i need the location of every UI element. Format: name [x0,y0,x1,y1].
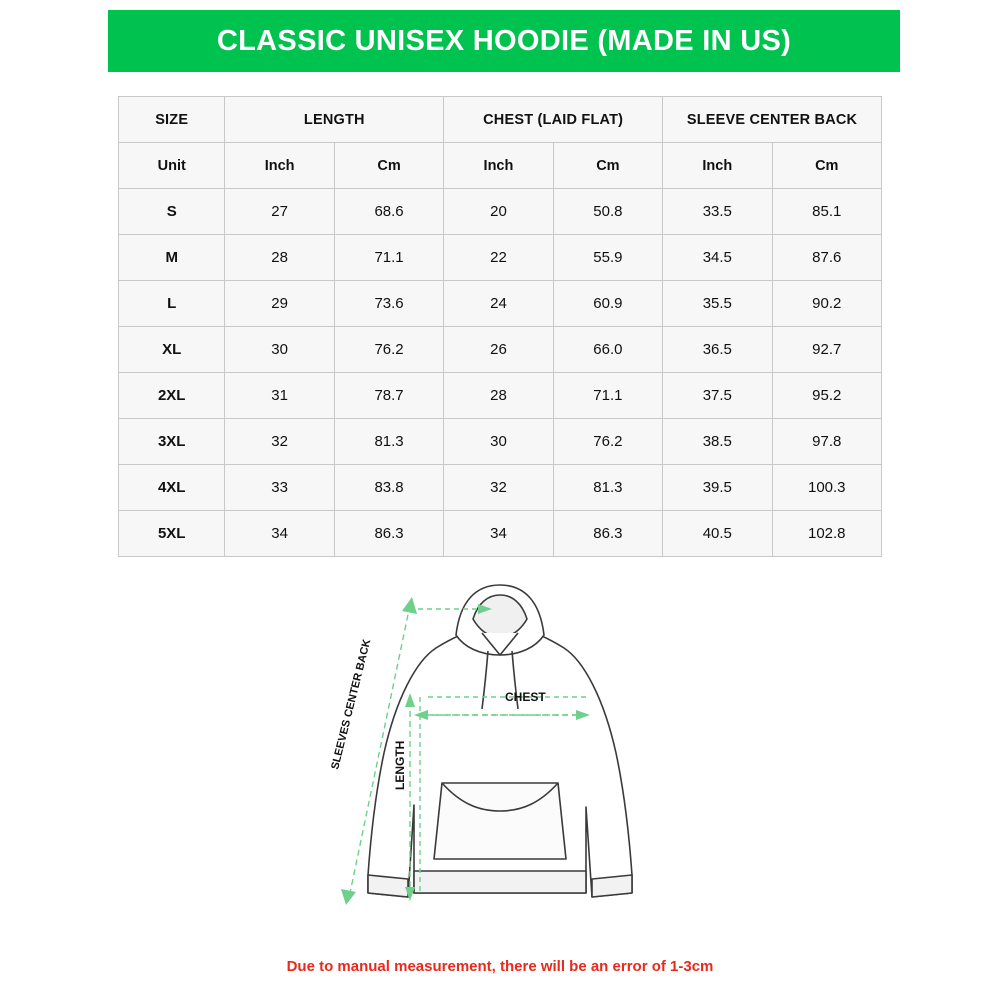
cell-length-inch: 27 [225,189,334,235]
cell-chest-inch: 32 [444,465,553,511]
cell-length-inch: 31 [225,373,334,419]
sleeve-label: SLEEVES CENTER BACK [329,637,374,771]
table-row [119,235,882,281]
cell-sleeve-inch: 35.5 [663,281,772,327]
cell-chest-inch: 24 [444,281,553,327]
cell-chest-cm: 76.2 [553,419,662,465]
cell-chest-cm: 66.0 [553,327,662,373]
cell-sleeve-inch: 39.5 [663,465,772,511]
cell-length-inch: 34 [225,511,334,557]
unit-chest-cm: Cm [553,143,662,189]
cell-size: 2XL [119,373,225,419]
table-row [119,465,882,511]
table-group-header-row [119,97,882,143]
unit-sleeve-cm: Cm [772,143,881,189]
unit-sleeve-inch: Inch [663,143,772,189]
hoodie-garment-icon [368,585,632,897]
cell-length-cm: 86.3 [334,511,443,557]
cell-length-cm: 81.3 [334,419,443,465]
unit-label: Unit [119,143,225,189]
table-row [119,373,882,419]
cell-size: M [119,235,225,281]
header-chest: CHEST (LAID FLAT) [444,97,663,143]
cell-sleeve-cm: 85.1 [772,189,881,235]
cell-length-cm: 73.6 [334,281,443,327]
cell-chest-cm: 55.9 [553,235,662,281]
cell-length-cm: 71.1 [334,235,443,281]
measurement-disclaimer: Due to manual measurement, there will be an error of 1-3cm [286,958,714,975]
table-row [119,419,882,465]
cell-sleeve-cm: 90.2 [772,281,881,327]
cell-chest-cm: 60.9 [553,281,662,327]
cell-chest-inch: 22 [444,235,553,281]
table-unit-row [119,143,882,189]
cell-sleeve-cm: 102.8 [772,511,881,557]
chest-label: CHEST [505,690,546,704]
header-sleeve: SLEEVE CENTER BACK [663,97,882,143]
cell-sleeve-cm: 92.7 [772,327,881,373]
cell-size: 3XL [119,419,225,465]
length-label: LENGTH [393,740,407,790]
cell-sleeve-inch: 34.5 [663,235,772,281]
cell-length-cm: 83.8 [334,465,443,511]
cell-sleeve-inch: 33.5 [663,189,772,235]
cell-chest-inch: 30 [444,419,553,465]
cell-length-inch: 29 [225,281,334,327]
cell-chest-inch: 34 [444,511,553,557]
header-banner [108,10,900,72]
cell-length-inch: 30 [225,327,334,373]
cell-sleeve-inch: 36.5 [663,327,772,373]
cell-length-inch: 32 [225,419,334,465]
cell-length-inch: 33 [225,465,334,511]
unit-chest-inch: Inch [444,143,553,189]
cell-length-cm: 78.7 [334,373,443,419]
page-title: CLASSIC UNISEX HOODIE (MADE IN US) [216,24,792,57]
cell-sleeve-cm: 87.6 [772,235,881,281]
table-row [119,327,882,373]
cell-sleeve-inch: 38.5 [663,419,772,465]
header-length: LENGTH [225,97,444,143]
cell-chest-inch: 26 [444,327,553,373]
table-row [119,281,882,327]
cell-length-inch: 28 [225,235,334,281]
cell-chest-inch: 20 [444,189,553,235]
cell-size: XL [119,327,225,373]
cell-chest-cm: 86.3 [553,511,662,557]
cell-length-cm: 76.2 [334,327,443,373]
size-chart-table [118,96,882,557]
table-row [119,511,882,557]
cell-chest-inch: 28 [444,373,553,419]
cell-chest-cm: 81.3 [553,465,662,511]
unit-length-cm: Cm [334,143,443,189]
table-row [119,189,882,235]
cell-chest-cm: 71.1 [553,373,662,419]
cell-length-cm: 68.6 [334,189,443,235]
cell-chest-cm: 50.8 [553,189,662,235]
cell-sleeve-inch: 40.5 [663,511,772,557]
unit-length-inch: Inch [225,143,334,189]
cell-size: 4XL [119,465,225,511]
cell-size: 5XL [119,511,225,557]
header-size: SIZE [119,97,225,143]
cell-sleeve-cm: 95.2 [772,373,881,419]
hoodie-measurement-illustration [310,575,690,920]
cell-size: L [119,281,225,327]
cell-sleeve-cm: 100.3 [772,465,881,511]
cell-sleeve-cm: 97.8 [772,419,881,465]
cell-size: S [119,189,225,235]
cell-sleeve-inch: 37.5 [663,373,772,419]
